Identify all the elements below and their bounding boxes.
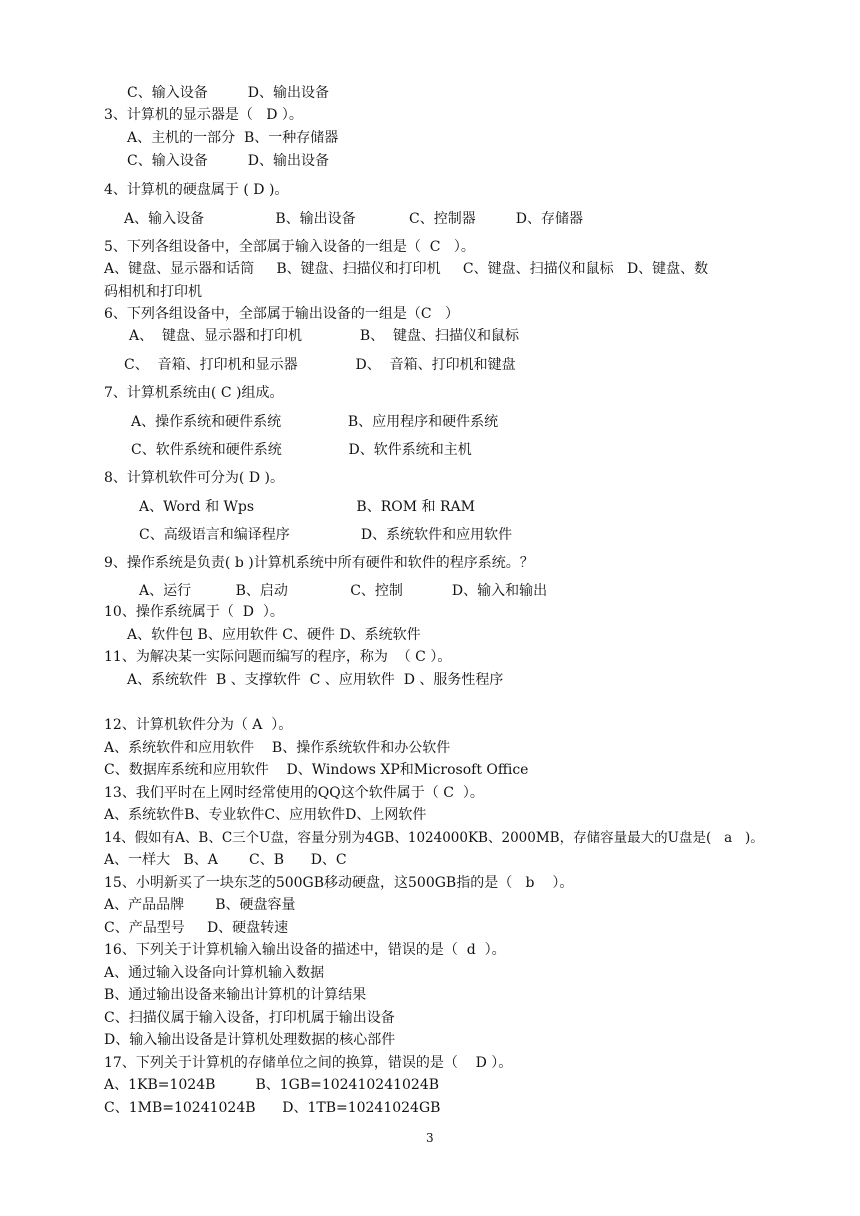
text-line: A、系统软件B、专业软件C、应用软件D、上网软件 <box>104 807 427 823</box>
text-line: A、Word 和 Wps B、ROM 和 RAM <box>139 499 475 515</box>
text-line: C、产品型号 D、硬盘转速 <box>104 920 289 936</box>
text-line: A、 键盘、显示器和打印机 B、 键盘、扫描仪和鼠标 <box>129 328 520 344</box>
question-10: 10、操作系统属于（ D ）。 <box>104 604 284 620</box>
text-line: D、输入输出设备是计算机处理数据的核心部件 <box>104 1032 396 1048</box>
text-line: A、主机的一部分 B、一种存储器 <box>127 130 339 146</box>
text-line: A、系统软件和应用软件 B、操作系统软件和办公软件 <box>104 740 451 756</box>
text-line: A、1KB=1024B B、1GB=102410241024B <box>104 1077 440 1093</box>
text-line: A、一样大 B、A C、B D、C <box>104 852 347 868</box>
question-14: 14、假如有A、B、C三个U盘，容量分别为4GB、1024000KB、2000MB，存储容量最大的U盘是( a )。 <box>104 830 764 846</box>
question-3: 3、计算机的显示器是（ D ）。 <box>104 107 303 123</box>
text-line: C、高级语言和编译程序 D、系统软件和应用软件 <box>139 527 513 543</box>
question-5: 5、下列各组设备中，全部属于输入设备的一组是（ C ）。 <box>104 239 475 255</box>
question-8: 8、计算机软件可分为( D )。 <box>104 470 284 486</box>
question-13: 13、我们平时在上网时经常使用的QQ这个软件属于（ C ）。 <box>104 785 484 801</box>
question-17: 17、下列关于计算机的存储单位之间的换算，错误的是（ D ）。 <box>104 1055 513 1071</box>
question-9: 9、操作系统是负责( b )计算机系统中所有硬件和软件的程序系统。？ <box>104 555 534 571</box>
text-line: A、软件包 B、应用软件 C、硬件 D、系统软件 <box>127 627 421 643</box>
text-line: A、产品品牌 B、硬盘容量 <box>104 897 296 913</box>
text-line: C、扫描仪属于输入设备，打印机属于输出设备 <box>104 1010 395 1026</box>
text-line: C、1MB=10241024B D、1TB=10241024GB <box>104 1100 441 1116</box>
text-line: A、系统软件 B 、支撑软件 C 、应用软件 D 、服务性程序 <box>127 672 504 688</box>
text-line: A、操作系统和硬件系统 B、应用程序和硬件系统 <box>131 414 499 430</box>
question-6: 6、下列各组设备中，全部属于输出设备的一组是（C ） <box>104 306 459 322</box>
text-line: B、通过输出设备来输出计算机的计算结果 <box>104 987 367 1003</box>
question-16: 16、下列关于计算机输入输出设备的描述中，错误的是（ d ）。 <box>104 942 506 958</box>
question-7: 7、计算机系统由( C )组成。 <box>104 385 284 401</box>
text-line: A、键盘、显示器和话筒 B、键盘、扫描仪和打印机 C、键盘、扫描仪和鼠标 D、键盘、数 <box>104 261 709 277</box>
page-number: 3 <box>426 1131 434 1145</box>
text-line: C、数据库系统和应用软件 D、Windows XP和Microsoft Office <box>104 762 529 778</box>
text-line: A、通过输入设备向计算机输入数据 <box>104 965 325 981</box>
text-line: 码相机和打印机 <box>104 284 202 300</box>
text-line: C、软件系统和硬件系统 D、软件系统和主机 <box>131 442 472 458</box>
text-line: C、输入设备 D、输出设备 <box>127 85 329 101</box>
text-line: C、输入设备 D、输出设备 <box>127 153 329 169</box>
text-line: A、运行 B、启动 C、控制 D、输入和输出 <box>139 583 548 599</box>
question-12: 12、计算机软件分为（ A ）。 <box>104 717 293 733</box>
question-11: 11、为解决某一实际问题而编写的程序，称为 （ C ）。 <box>104 649 452 665</box>
text-line: A、输入设备 B、输出设备 C、控制器 D、存储器 <box>124 211 583 227</box>
question-15: 15、小明新买了一块东芝的500GB移动硬盘，这500GB指的是（ b ）。 <box>104 875 574 891</box>
text-line: C、 音箱、打印机和显示器 D、 音箱、打印机和键盘 <box>124 357 516 373</box>
question-4: 4、计算机的硬盘属于 ( D )。 <box>104 182 289 198</box>
